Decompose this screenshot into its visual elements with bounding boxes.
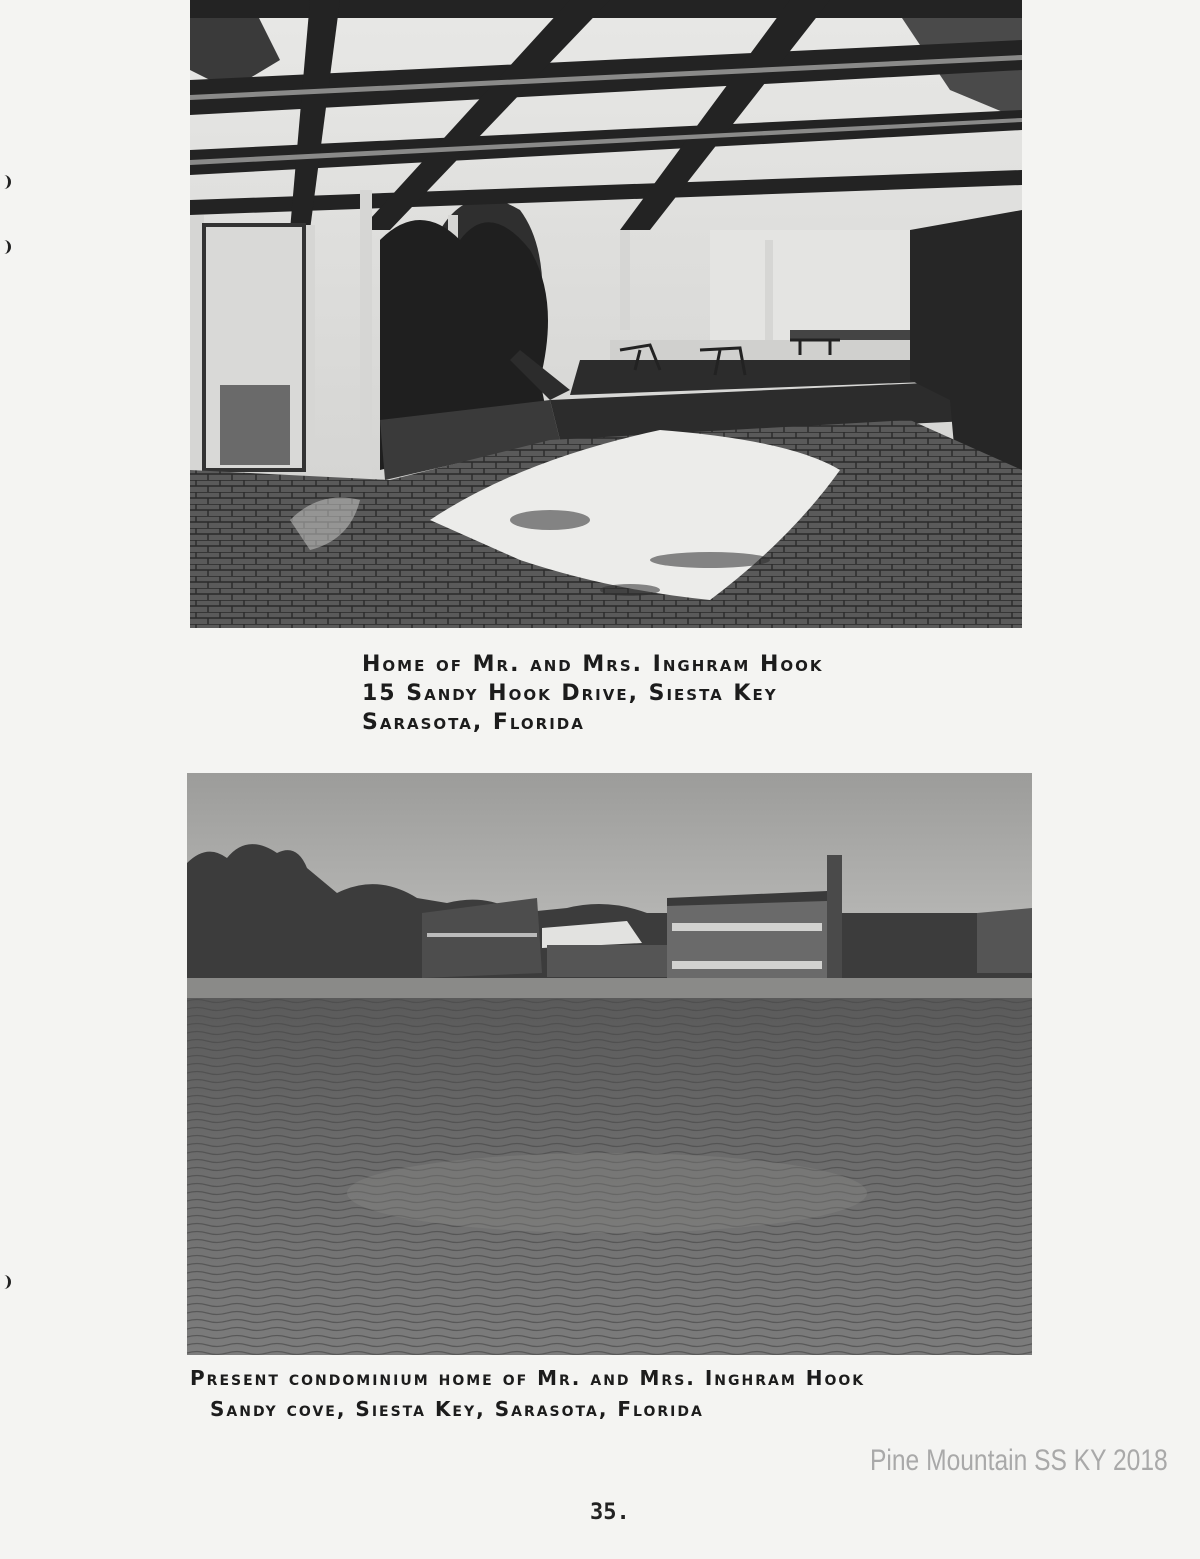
- binding-mark: [0, 1275, 11, 1289]
- caption-bottom-line-2: Sandy cove, Siesta Key, Sarasota, Florida: [210, 1397, 704, 1421]
- photo-caption-bottom: [190, 1363, 865, 1425]
- caption-top-line-1: Home of Mr. and Mrs. Inghram Hook: [362, 652, 824, 677]
- page-number: 35.: [590, 1500, 630, 1525]
- caption-top-line-2: 15 Sandy Hook Drive, Siesta Key: [362, 681, 778, 706]
- binding-mark: [0, 240, 11, 254]
- photo-caption-top: [362, 650, 824, 737]
- condominium-photograph: [187, 773, 1032, 1355]
- caption-bottom-line-1: Present condominium home of Mr. and Mrs. Inghram Hook: [190, 1366, 866, 1390]
- caption-top-line-3: Sarasota, Florida: [362, 710, 585, 735]
- watermark: Pine Mountain SS KY 2018: [870, 1444, 1168, 1477]
- binding-mark: [0, 175, 11, 189]
- patio-photograph: [190, 0, 1022, 628]
